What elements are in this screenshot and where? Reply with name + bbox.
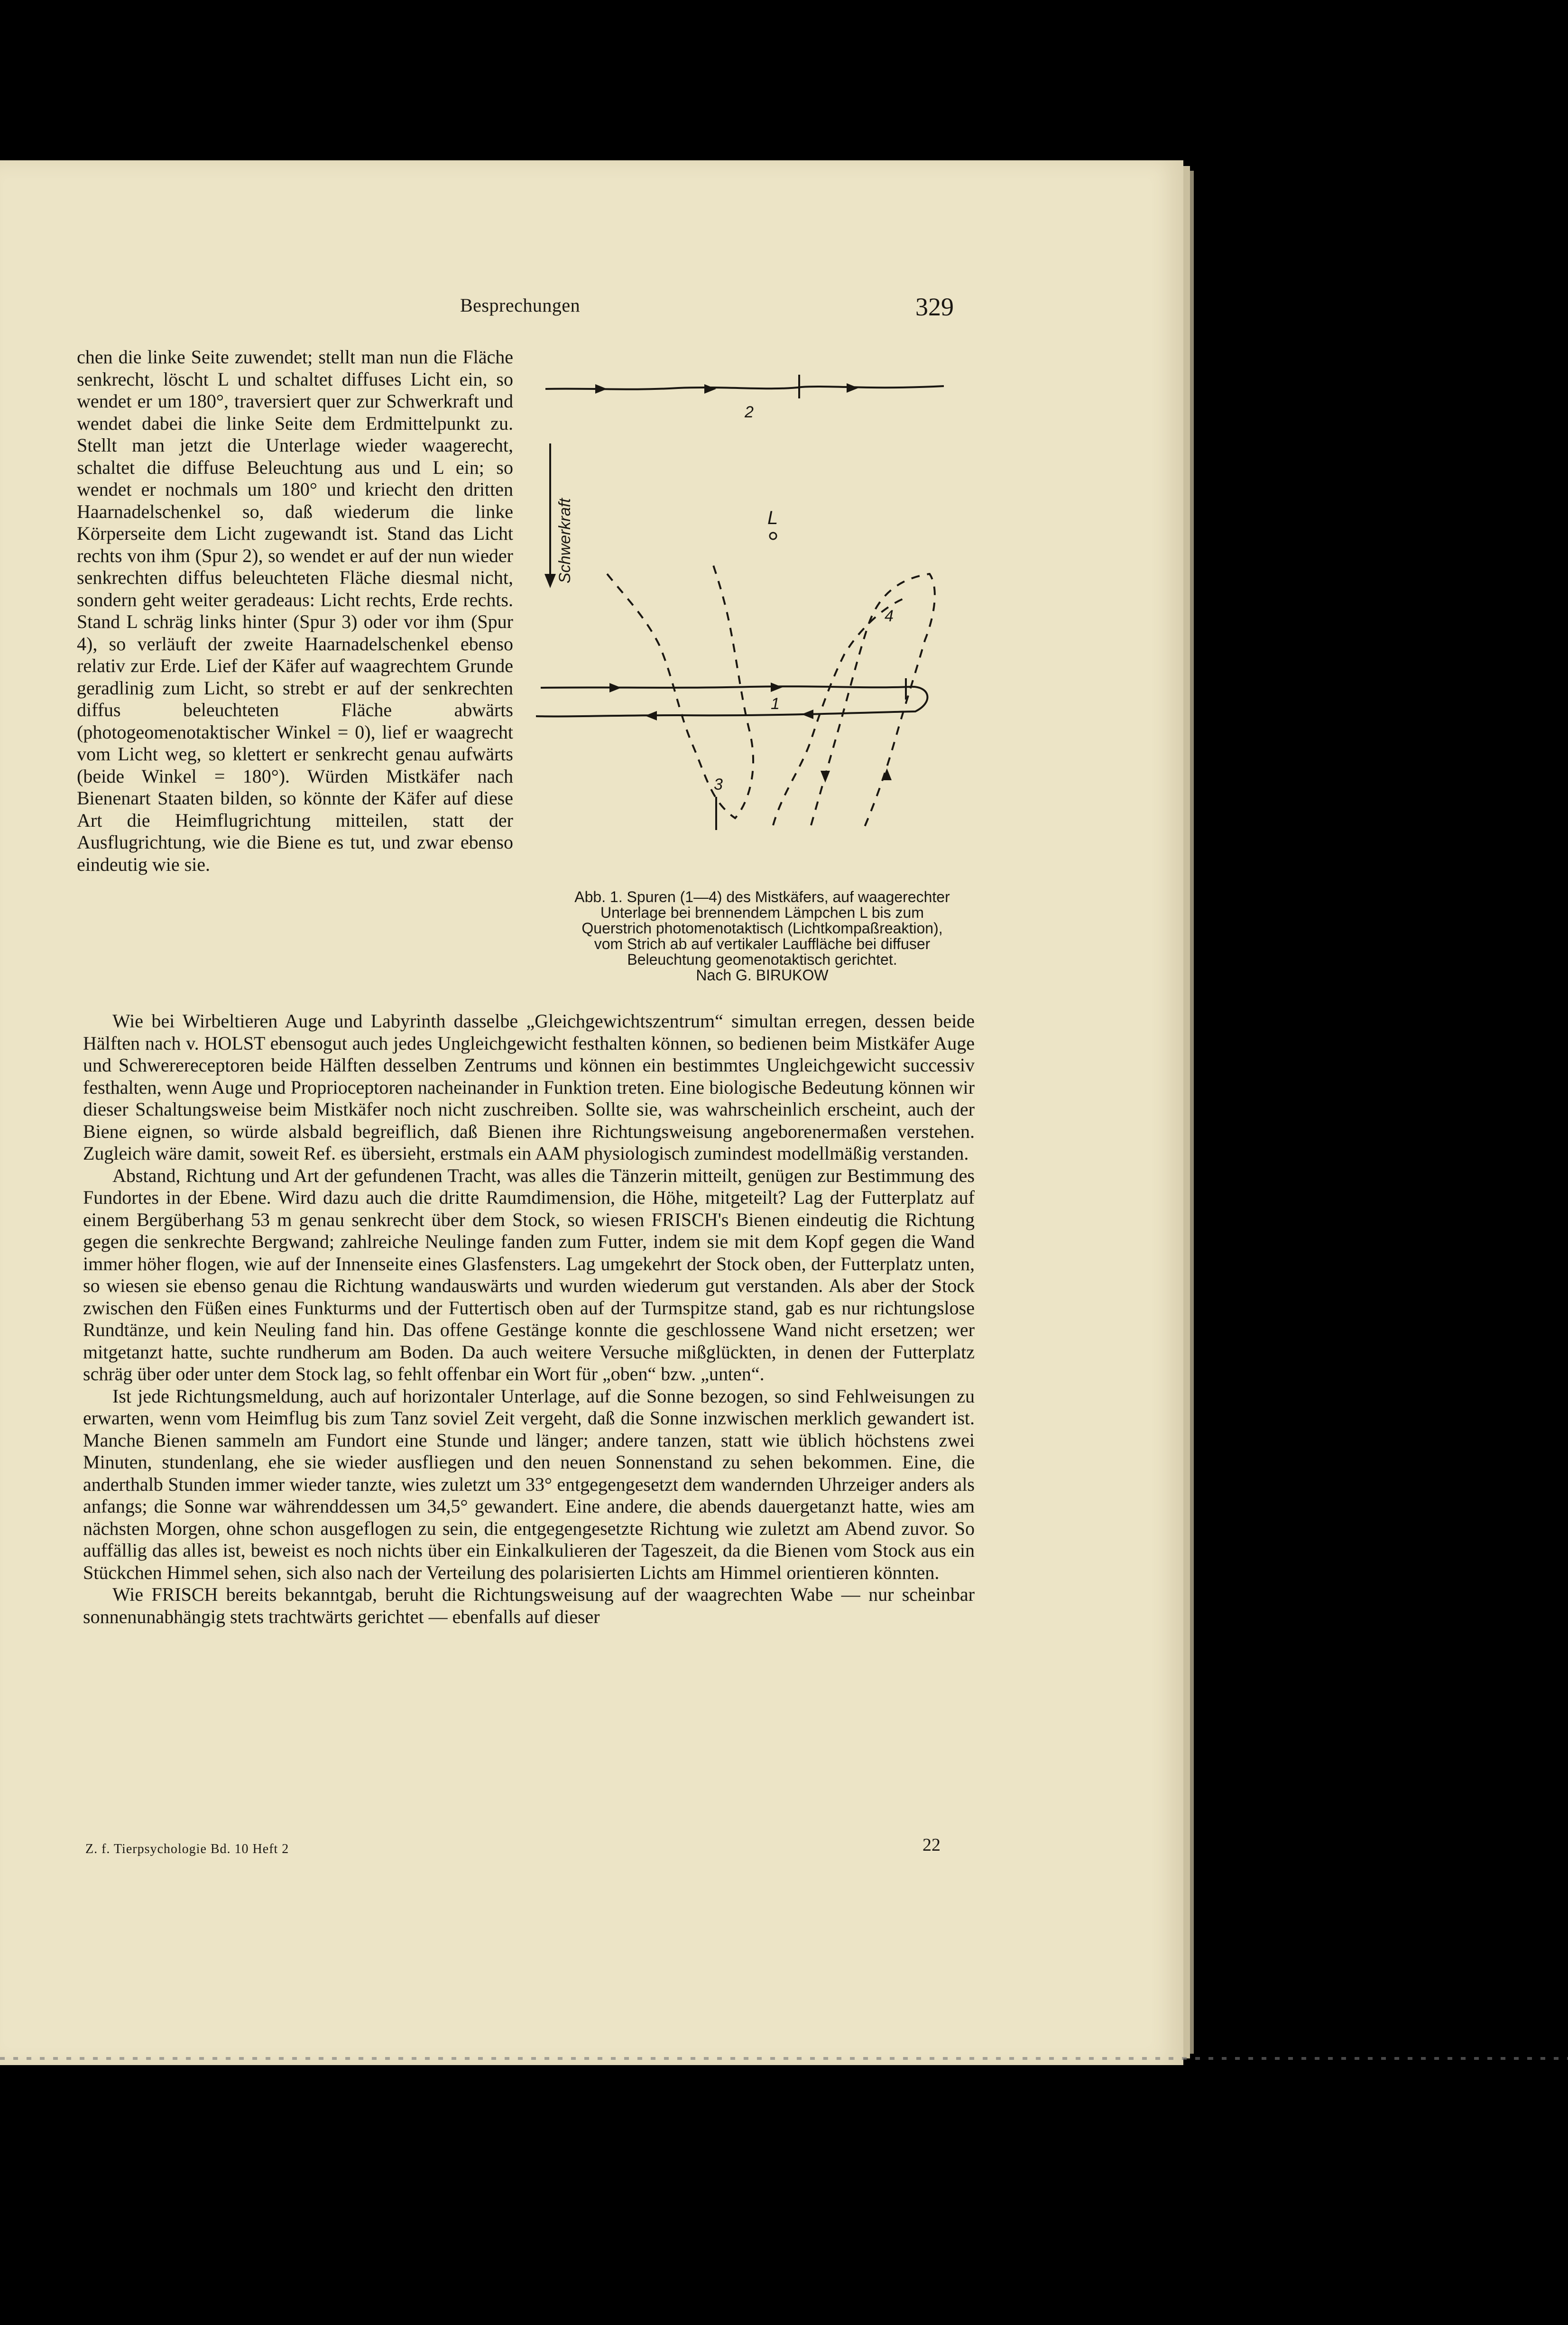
caption-line: vom Strich ab auf vertikaler Lauffläche bei diffuser (594, 935, 931, 952)
label-track-1: 1 (771, 695, 780, 713)
caption-line: Querstrich photomenotaktisch (Lichtkompaßreaktion), (581, 920, 943, 937)
label-schwerkraft: Schwerkraft (556, 498, 574, 583)
page-edge (1183, 166, 1190, 2058)
caption-line: Nach G. BIRUKOW (696, 967, 829, 984)
label-track-3: 3 (714, 775, 723, 793)
paragraph: Ist jede Richtungsmeldung, auch auf horizontaler Unterlage, auf die Sonne bezogen, so sind Fehlweisungen zu erwarten, wenn vom Heimflug bis zum Tanz soviel Zeit vergeht, daß die Sonne inzwischen merklich gewandert ist. Manche Bienen sammeln am Fundort eine Stunde und länger; andere tanzen, statt wie üblich höchstens zwei Minuten, stundenlang, ehe sie wieder ausfliegen und den neuen Sonnenstand zu sehen bekommen. Eine, die anderthalb Stunden immer wieder tanzte, wies zuletzt um 33° entgegengesetzt dem wandernden Uhrzeiger anders als anfangs; die Sonne war währenddessen um 34,5° gewandert. Eine andere, die abends dauergetanzt hatte, wies am nächsten Morgen, ohne schon ausgeflogen zu sein, die entgegengesetzte Richtung wie zuletzt am Abend zuvor. So auffällig das alles ist, beweist es noch nichts über ein Einkalkulieren der Tageszeit, da die Bienen vom Stock aus ein Stückchen Himmel sehen, sich also nach der Verteilung des polarisierten Lichts am Himmel orientieren könnten. (83, 1385, 975, 1583)
arrowhead (821, 771, 830, 783)
track-1-upper (536, 686, 927, 716)
arrowhead (609, 683, 621, 692)
page-edge-shadow (1190, 171, 1194, 2054)
scan-dotted-line (0, 2057, 1568, 2060)
paragraph: Wie bei Wirbeltieren Auge und Labyrinth dasselbe „Gleichgewichtszentrum“ simultan erregen, dessen beide Hälften nach v. HOLST ebensogut auch jedes Ungleichgewicht festhalten können, so bedienen beim Mistkäfer Auge und Schwerereceptoren beide Hälften desselben Zentrums und können ein bestimmtes Ungleichgewicht successiv festhalten, wenn Auge und Proprioceptoren nacheinander in Funktion treten. Eine biologische Bedeutung können wir dieser Schaltungsweise beim Mistkäfer noch nicht zuschreiben. Sollte sie, was wahrscheinlich erscheint, auch der Biene eignen, so würde alsbald begreiflich, daß Bienen ihre Richtungsweisung angeborenermaßen verstehen. Zugleich wäre damit, soweit Ref. es übersieht, erstmals ein AAM physiologisch zumindest modellmäßig verstanden. (83, 1010, 975, 1164)
arrowhead (645, 711, 657, 720)
caption-line: Unterlage bei brennendem Lämpchen L bis zum (600, 904, 924, 921)
arrowhead (771, 683, 783, 692)
lamp-L (770, 533, 776, 539)
page-number: 329 (915, 293, 954, 321)
signature-mark: 22 (922, 1835, 941, 1855)
running-header: Besprechungen (460, 295, 581, 316)
label-track-4: 4 (885, 607, 894, 625)
caption-line: Beleuchtung geomenotaktisch gerichtet. (627, 951, 897, 968)
arrowhead (704, 384, 716, 394)
caption-line: Abb. 1. Spuren (1—4) des Mistkäfers, auf waagerechter (574, 888, 950, 905)
figure-caption (539, 889, 985, 983)
track-3 (607, 560, 753, 818)
journal-footer: Z. f. Tierpsychologie Bd. 10 Heft 2 (85, 1842, 289, 1856)
figure-beetle-tracks (536, 351, 982, 863)
main-text (83, 1010, 975, 1628)
paragraph: Wie FRISCH bereits bekanntgab, beruht die Richtungsweisung auf der waagrechten Wabe — nur scheinbar sonnenunabhängig stets trachtwärts gerichtet — ebenfalls auf dieser (83, 1584, 975, 1627)
gravity-arrowhead (544, 574, 556, 588)
paragraph: Abstand, Richtung und Art der gefundenen Tracht, was alles die Tänzerin mitteilt, genügen zur Bestimmung des Fundortes in der Ebene. Wird dazu auch die dritte Raumdimension, die Höhe, mitgeteilt? Lag der Futterplatz auf einem Bergüberhang 53 m genau senkrecht über dem Stock, so wiesen FRISCH's Bienen eindeutig die Richtung gegen die senkrechte Bergwand; zahlreiche Neulinge fanden zum Futter, indem sie mit dem Kopf gegen die Wand immer höher flogen, wie auf der Innenseite eines Glasfensters. Lag umgekehrt der Stock oben, der Futterplatz unten, so wiesen sie ebenso genau die Richtung wandauswärts und wurden wiederum gut verstanden. Als aber der Stock zwischen den Füßen eines Funkturms und der Futtertisch oben auf der Turmspitze stand, gab es nur richtungslose Rundtänze, und kein Neuling fand hin. Das offene Gestänge konnte die geschlossene Wand nicht ersetzen; wer mitgetanzt hatte, suchte rundherum am Boden. Da auch weitere Versuche mißglückten, in denen der Futterplatz schräg über oder unter dem Stock lag, so fehlt offenbar ein Wort für „oben“ bzw. „unten“. (83, 1164, 975, 1384)
arrowhead (847, 383, 858, 393)
left-column-paragraph: chen die linke Seite zuwendet; stellt man nun die Fläche senkrecht, löscht L und schaltet diffuses Licht ein, so wendet er um 180°, traversiert quer zur Schwerkraft und wendet dabei die linke Seite dem Erdmittelpunkt zu. Stellt man jetzt die Unterlage wieder waagerecht, schaltet die diffuse Beleuchtung aus und L ein; so wendet er nochmals um 180° und kriecht den dritten Haarnadelschenkel so, daß wiederum die linke Körperseite dem Licht zugewandt ist. Stand das Licht rechts von ihm (Spur 2), so wendet er auf der nun wieder senkrechten diffus beleuchteten Fläche diesmal nicht, sondern geht weiter geradeaus: Licht rechts, Erde rechts. Stand L schräg links hinter (Spur 3) oder vor ihm (Spur 4), so verläuft der zweite Haarnadelschenkel ebenso relativ zur Erde. Lief der Käfer auf waagrechtem Grunde geradlinig zum Licht, so strebt er auf der senkrechten diffus beleuchteten Fläche abwärts (photogeomenotaktischer Winkel = 0), lief er waagrecht vom Licht weg, so klettert er senkrecht genau aufwärts (beide Winkel = 180°). Würden Mistkäfer nach Bienenart Staaten bilden, so könnte der Käfer auf diese Art die Heimflugrichtung mitteilen, statt der Ausflugrichtung, wie die Biene es tut, und zwar ebenso eindeutig wie sie. (77, 346, 513, 875)
left-column-text (77, 346, 513, 876)
label-L: L (767, 507, 778, 528)
arrowhead (595, 384, 607, 394)
arrowhead (802, 710, 813, 719)
track-4 (811, 574, 935, 830)
label-track-2: 2 (745, 403, 754, 421)
